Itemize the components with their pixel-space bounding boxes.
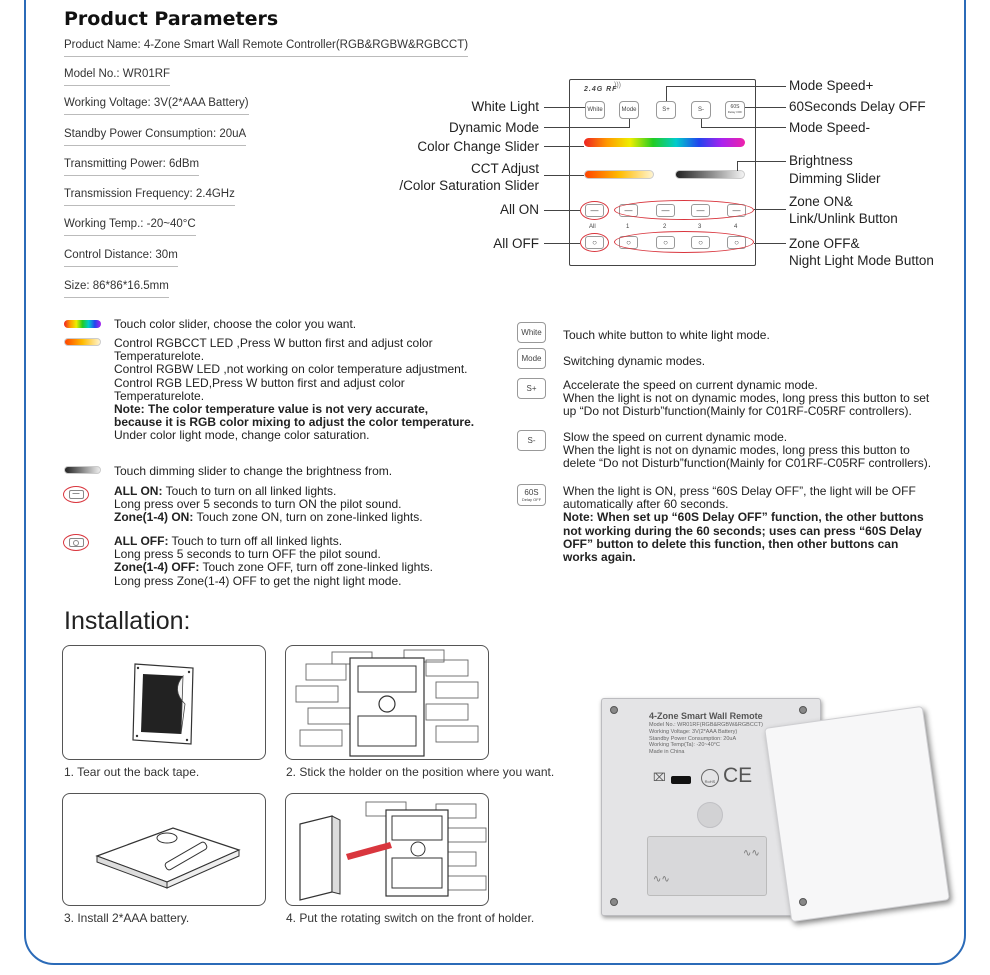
desc-delay-2: automatically after 60 seconds. — [563, 497, 729, 512]
desc-cct-line1: Control RGBCCT LED ,Press W button first and adjust color — [114, 336, 433, 350]
panel-speed-plus-button[interactable]: S+ — [656, 101, 676, 119]
front-cover — [764, 706, 950, 922]
desc-zone-off-line2: Long press Zone(1-4) OFF to get the night light mode. — [114, 573, 402, 588]
screw-icon — [799, 706, 807, 714]
photo-label-2: Working Voltage: 3V(2*AAA Battery) — [649, 728, 738, 735]
leader-dynamic-mode-v — [629, 119, 630, 128]
battery-illustration — [63, 794, 266, 906]
panel-all-label: All — [589, 224, 596, 230]
speed-plus-button-icon: S+ — [517, 378, 546, 399]
delay-icon-label: 60S — [524, 487, 539, 497]
install-step3-caption: 3. Install 2*AAA battery. — [64, 911, 190, 925]
panel-delay-button[interactable] — [725, 101, 745, 119]
label-cct-1: CCT Adjust — [470, 161, 539, 176]
desc-delay-note-4: works again. — [563, 550, 636, 565]
zone-on-highlight — [614, 200, 754, 220]
desc-all-off — [114, 535, 433, 588]
panel-color-slider[interactable] — [584, 138, 745, 147]
desc-speed-minus-3: delete “Do not Disturb”function(Mainly for C01RF-C05RF controllers). — [563, 456, 932, 471]
screw-icon — [799, 898, 807, 906]
desc-delay-1: When the light is ON, press “60S Delay OFF”, the light will be OFF — [563, 484, 916, 498]
leader-speed-plus-v — [666, 86, 667, 101]
screw-icon — [610, 706, 618, 714]
all-off-circle-icon — [73, 540, 79, 546]
panel-zone-on-button[interactable]: — — [691, 204, 710, 217]
all-on-icon — [63, 486, 89, 503]
color-slider-icon — [64, 320, 101, 328]
parameter-item: Product Name: 4-Zone Smart Wall Remote Controller(RGB&RGBW&RGBCCT) — [64, 39, 468, 57]
panel-zone-off-button[interactable]: ○ — [656, 236, 675, 249]
tape-illustration — [63, 646, 266, 760]
desc-speed-plus-3: up “Do not Disturb”function(Mainly for C01RF-C05RF controllers). — [563, 404, 912, 419]
desc-mode: Switching dynamic modes. — [563, 354, 706, 368]
leader-brightness — [737, 161, 786, 162]
photo-label-1: Model No.: WR01RF(RGB&RGBW&RGBCCT) — [649, 722, 763, 728]
photo-black-slot — [671, 776, 691, 784]
label-zone-off-1: Zone OFF& — [789, 236, 860, 251]
label-color-slider: Color Change Slider — [417, 139, 539, 154]
panel-delay-sublabel: Delay OFF — [727, 110, 743, 114]
all-off-icon — [63, 534, 89, 551]
panel-all-on-button[interactable]: — — [585, 204, 604, 217]
panel-zone-label: 3 — [698, 224, 702, 230]
label-cct-2: /Color Saturation Slider — [399, 178, 539, 193]
label-zone-on-2: Link/Unlink Button — [789, 211, 898, 226]
panel-zone-label: 2 — [663, 224, 667, 230]
parameter-item: Transmission Frequency: 2.4GHz — [64, 188, 235, 206]
desc-all-on — [114, 485, 423, 525]
photo-label-3: Standby Power Consumption: 20uA — [649, 735, 737, 742]
label-all-off: All OFF — [493, 236, 539, 251]
leader-cct — [544, 175, 584, 176]
desc-speed-plus-1: Accelerate the speed on current dynamic mode. — [563, 378, 818, 392]
weee-icon: ⌧ — [653, 772, 666, 784]
install-step1-caption: 1. Tear out the back tape. — [64, 765, 200, 779]
desc-zone-on-text: Touch zone ON, turn on zone-linked lights. — [193, 510, 423, 525]
panel-white-button[interactable]: White — [585, 101, 605, 119]
all-on-highlight — [580, 201, 609, 220]
desc-all-on-text: Touch to turn on all linked lights. — [162, 484, 337, 498]
label-brightness-1: Brightness — [789, 153, 853, 168]
product-parameters-title: Product Parameters — [64, 8, 279, 30]
rohs-badge — [701, 769, 719, 787]
delay-button-icon — [517, 484, 546, 506]
photo-spring-2: ∿∿ — [653, 874, 670, 885]
desc-all-on-bold: ALL ON: — [114, 484, 163, 498]
panel-zone-on-button[interactable]: — — [619, 204, 638, 217]
panel-zone-label: 4 — [734, 224, 738, 230]
install-step4-caption: 4. Put the rotating switch on the front of holder. — [286, 911, 535, 925]
desc-cct-line2: Temperaturelote. — [114, 349, 205, 364]
white-button-icon: White — [517, 322, 546, 343]
desc-zone-off-text: Touch zone OFF, turn off zone-linked lights. — [199, 560, 434, 575]
desc-zone-on-line — [114, 511, 423, 524]
desc-zone-on-bold: Zone(1-4) ON: — [114, 510, 194, 525]
desc-cct-note1: Note: The color temperature value is not very accurate, — [114, 402, 429, 417]
desc-speed-minus-1: Slow the speed on current dynamic mode. — [563, 430, 788, 444]
install-step2-caption: 2. Stick the holder on the position where you want. — [286, 765, 555, 779]
leader-zone-on — [754, 209, 786, 210]
desc-delay-note-1: Note: When set up “60S Delay OFF” function, the other buttons — [563, 510, 924, 525]
delay-icon-sublabel: Delay OFF — [521, 496, 542, 502]
parameter-item: Transmitting Power: 6dBm — [64, 158, 199, 176]
panel-zone-label: 1 — [626, 224, 630, 230]
parameter-item: Size: 86*86*16.5mm — [64, 280, 169, 298]
leader-brightness-v — [737, 161, 738, 171]
panel-brand: 2.4G RF — [584, 86, 618, 93]
cct-slider-icon — [64, 338, 101, 346]
desc-cct-line3: Control RGBW LED ,not working on color temperature adjustment. — [114, 362, 468, 377]
ce-mark: CE — [723, 764, 753, 787]
leader-dynamic-mode — [544, 127, 629, 128]
mode-button-icon: Mode — [517, 348, 546, 369]
label-zone-on-1: Zone ON& — [789, 194, 853, 209]
desc-white: Touch white button to white light mode. — [563, 328, 770, 342]
parameter-item: Working Temp.: -20~40°C — [64, 218, 196, 236]
zone-off-highlight — [614, 231, 754, 253]
parameter-item: Standby Power Consumption: 20uA — [64, 128, 246, 146]
product-photo — [597, 688, 952, 920]
install-step2-image — [285, 645, 489, 760]
desc-speed-minus-2: When the light is not on dynamic modes, long press this button to — [563, 443, 910, 458]
label-zone-off-2: Night Light Mode Button — [789, 253, 934, 268]
install-step4-image — [285, 793, 489, 906]
photo-label-4: Working Temp(Ta): -20~40°C — [649, 742, 720, 749]
rohs-label: RoHS — [704, 779, 716, 784]
photo-product-title: 4-Zone Smart Wall Remote — [649, 711, 763, 721]
all-off-icon-inner — [69, 538, 84, 547]
panel-all-off-button[interactable]: ○ — [585, 236, 604, 249]
photo-spring-1: ∿∿ — [743, 848, 760, 859]
desc-color-slider: Touch color slider, choose the color you want. — [114, 317, 357, 331]
label-brightness-2: Dimming Slider — [789, 171, 881, 186]
leader-speed-minus — [701, 127, 786, 128]
desc-cct-line5: Temperaturelote. — [114, 388, 205, 403]
panel-zone-off-button[interactable]: ○ — [727, 236, 746, 249]
desc-dimming: Touch dimming slider to change the brightness from. — [114, 464, 393, 478]
parameter-item: Working Voltage: 3V(2*AAA Battery) — [64, 97, 249, 115]
install-step3-image — [62, 793, 266, 906]
desc-cct-line4: Control RGB LED,Press W button first and adjust color — [114, 375, 405, 390]
panel-zone-on-button[interactable]: — — [727, 204, 746, 217]
wall-holder-illustration — [286, 646, 489, 760]
photo-battery-compartment — [647, 836, 767, 896]
desc-speed-plus-2: When the light is not on dynamic modes, long press this button to set — [563, 391, 930, 406]
leader-color-slider — [544, 146, 584, 147]
leader-all-off — [544, 243, 580, 244]
photo-round-hole — [697, 802, 723, 828]
label-all-on: All ON — [499, 202, 539, 217]
desc-all-off-bold: ALL OFF: — [114, 534, 169, 548]
desc-all-on-line2: Long press over 5 seconds to turn ON the pilot sound. — [114, 497, 402, 512]
speed-minus-button-icon: S- — [517, 430, 546, 451]
panel-zone-off-button[interactable]: ○ — [619, 236, 638, 249]
desc-delay-note-3: OFF” button to delete this function, then other buttons can — [563, 536, 899, 551]
panel-speed-minus-button[interactable]: S- — [691, 101, 711, 119]
label-speed-minus: Mode Speed- — [789, 120, 871, 135]
desc-cct-note2: because it is RGB color mixing to adjust the color temperature. — [114, 415, 475, 430]
label-white-light: White Light — [471, 99, 539, 114]
desc-delay-note-2: not working during the 60 seconds; uses can press “60S Delay — [563, 523, 922, 538]
panel-mode-button[interactable]: Mode — [619, 101, 639, 119]
desc-all-off-line2: Long press 5 seconds to turn OFF the pilot sound. — [114, 547, 381, 562]
panel-delay-label: 60S — [730, 104, 740, 110]
desc-zone-off-line — [114, 561, 433, 574]
wifi-icon: ))) — [614, 82, 621, 89]
desc-cct-line6: Under color light mode, change color saturation. — [114, 428, 370, 443]
desc-zone-off-bold: Zone(1-4) OFF: — [114, 560, 200, 575]
label-delay: 60Seconds Delay OFF — [789, 99, 926, 114]
leader-white-light — [544, 107, 585, 108]
all-on-icon-inner: — — [69, 490, 84, 499]
all-off-highlight — [580, 233, 609, 252]
label-speed-plus: Mode Speed+ — [789, 78, 874, 93]
photo-label-5: Made in China — [649, 749, 685, 756]
installation-title: Installation: — [64, 607, 191, 635]
switch-mount-illustration — [286, 794, 489, 906]
panel-brightness-slider[interactable] — [675, 170, 745, 179]
leader-delay — [745, 107, 786, 108]
install-step1-image — [62, 645, 266, 760]
leader-zone-off — [754, 243, 786, 244]
screw-icon — [610, 898, 618, 906]
label-dynamic-mode: Dynamic Mode — [448, 120, 539, 135]
dimming-slider-icon — [64, 466, 101, 474]
desc-delay — [563, 485, 924, 564]
desc-all-off-text: Touch to turn off all linked lights. — [168, 534, 343, 548]
desc-speed-minus — [563, 431, 931, 471]
panel-cct-slider[interactable] — [584, 170, 654, 179]
panel-zone-off-button[interactable]: ○ — [691, 236, 710, 249]
desc-speed-plus — [563, 379, 929, 419]
parameter-item: Model No.: WR01RF — [64, 68, 170, 86]
leader-speed-plus — [666, 86, 786, 87]
leader-all-on — [544, 210, 580, 211]
parameter-item: Control Distance: 30m — [64, 249, 178, 267]
photo-label-block — [649, 722, 763, 756]
panel-zone-on-button[interactable]: — — [656, 204, 675, 217]
leader-speed-minus-v — [701, 119, 702, 128]
desc-cct — [114, 337, 504, 443]
